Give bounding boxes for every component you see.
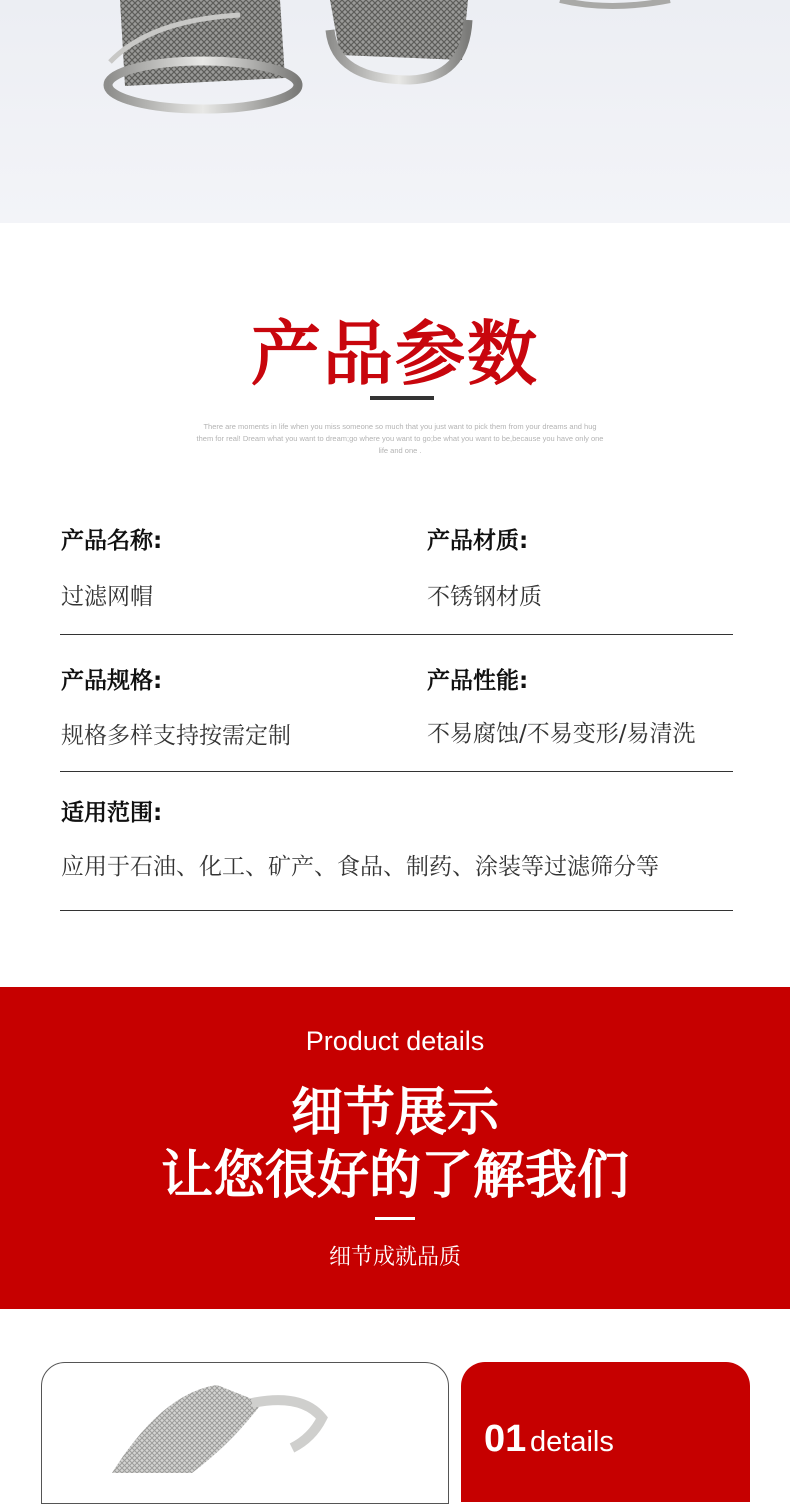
decorative-subtext: There are moments in life when you miss someone so much that you just want to pick them from your dreams and hug them for real! Dream what you want to dream;go where you want to go;be what you want to be,because you have only one life and one . xyxy=(196,422,604,455)
divider xyxy=(60,910,733,911)
product-performance-label: 产品性能: xyxy=(427,668,529,694)
product-photo-banner xyxy=(0,0,790,223)
application-scope-label: 适用范围: xyxy=(61,800,163,826)
application-scope-value: 应用于石油、化工、矿产、食品、制药、涂装等过滤筛分等 xyxy=(61,854,659,880)
product-material-label: 产品材质: xyxy=(427,528,529,554)
detail-number: 01 xyxy=(484,1418,527,1460)
product-material-value: 不锈钢材质 xyxy=(427,584,542,610)
mesh-detail-image xyxy=(42,1363,448,1503)
product-spec-value: 规格多样支持按需定制 xyxy=(61,723,291,749)
details-underline xyxy=(375,1217,415,1220)
page-title: 产品参数 xyxy=(251,313,539,395)
product-spec-label: 产品规格: xyxy=(61,668,163,694)
details-heading-line2: 让您很好的了解我们 xyxy=(160,1146,629,1206)
product-name-value: 过滤网帽 xyxy=(61,584,153,610)
details-heading-line1: 细节展示 xyxy=(290,1083,499,1143)
mesh-caps-image xyxy=(0,0,790,223)
details-subheading: 细节成就品质 xyxy=(328,1245,461,1270)
detail-image-card xyxy=(41,1362,449,1504)
detail-word: details xyxy=(530,1426,614,1458)
product-name-label: 产品名称: xyxy=(61,528,163,554)
product-performance-value: 不易腐蚀/不易变形/易清洗 xyxy=(427,721,696,747)
details-english-title: Product details xyxy=(305,1026,485,1056)
title-underline xyxy=(370,396,434,400)
divider xyxy=(60,771,733,772)
divider xyxy=(60,634,733,635)
